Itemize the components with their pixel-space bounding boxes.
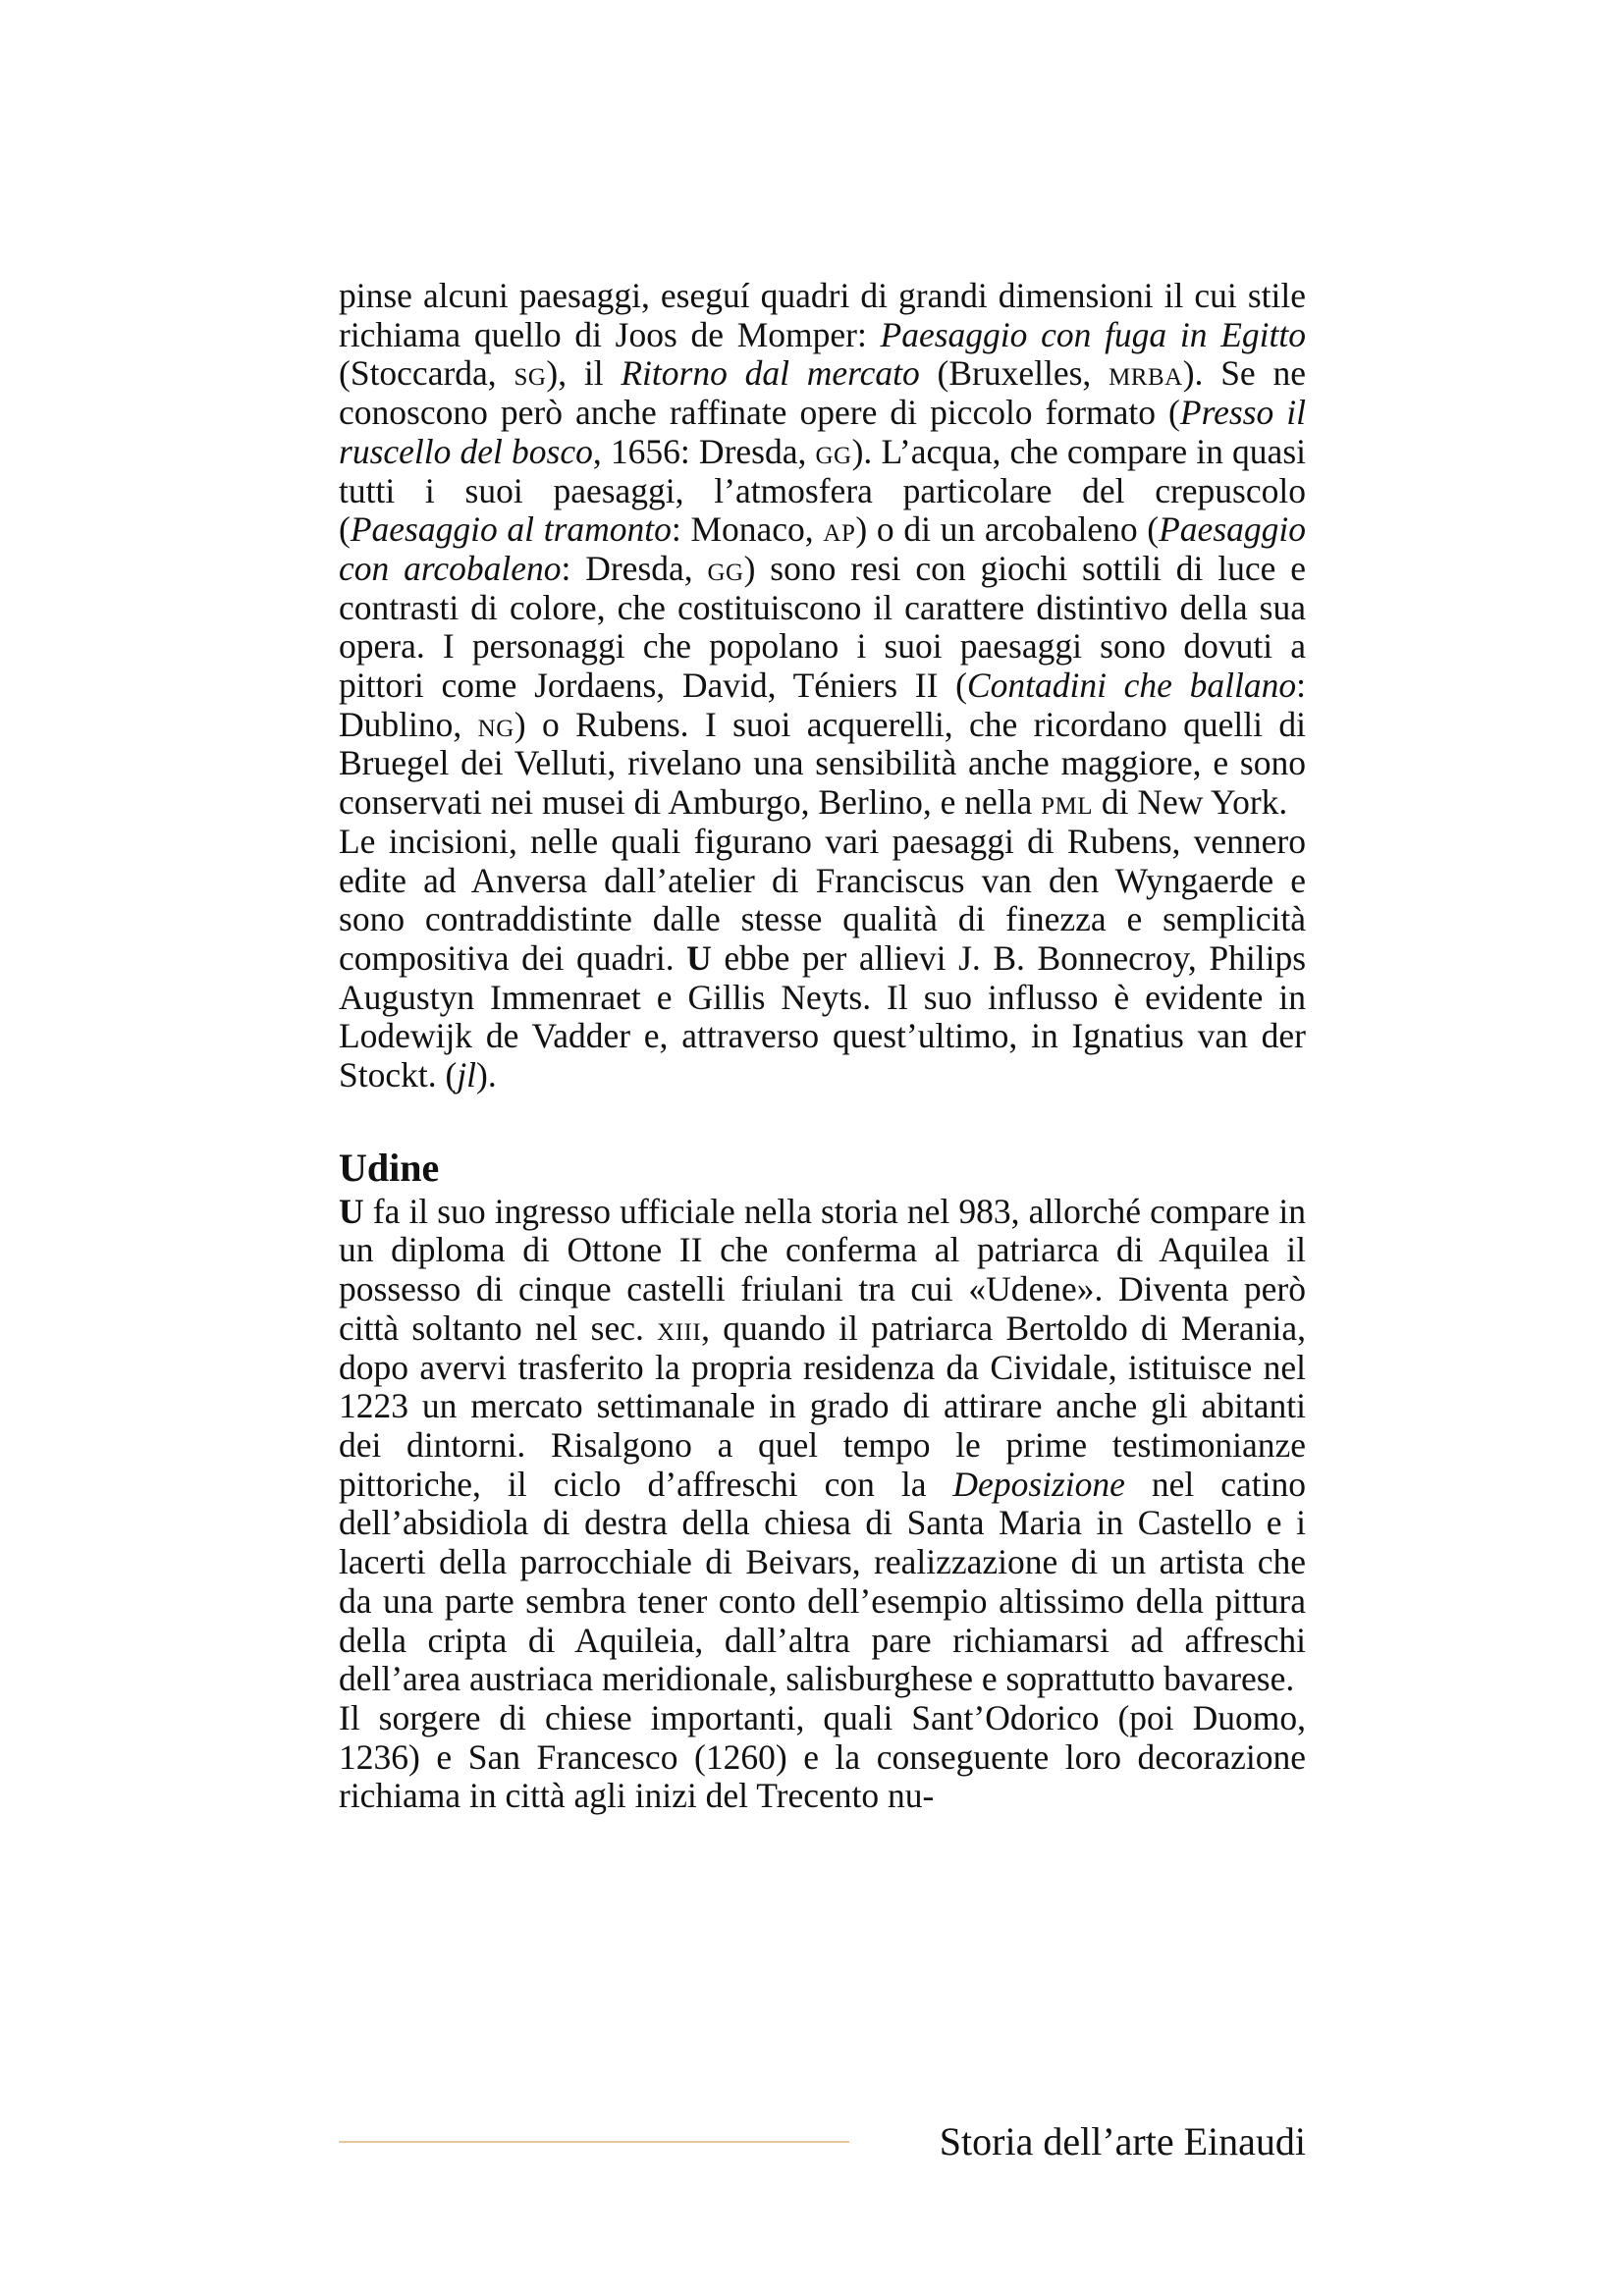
paragraph (339, 277, 1306, 823)
italic-text: Presso il ruscello del bosco (339, 393, 1306, 471)
text-run: nel catino dell’absidiola di destra della chiesa di Santa Maria in Castello e i lacerti della parrocchiale di Beivars, realizzazione di un artista che da una parte sembra tener conto dell’esempio altissimo della pittura della cripta di Aquileia, dall’altra pare richiamarsi ad affreschi dell’area austriaca meridionale, salisburghese e soprattutto bavarese. (339, 1464, 1306, 1699)
italic-text: Paesaggio con arcobaleno (339, 509, 1306, 588)
small-caps-text: ng (477, 704, 514, 744)
text-run: : Dresda, (561, 548, 708, 588)
text-run: ). (476, 1055, 497, 1095)
entry-heading: Udine (339, 1145, 440, 1190)
text-run: : Dublino, (339, 666, 1306, 744)
bold-text: U (686, 937, 712, 978)
italic-text: Contadini che ballano (966, 666, 1297, 706)
italic-text: Paesaggio al tramonto (350, 509, 672, 550)
text-run: Il sorgere di chiese importanti, quali Sant’Odorico (poi Duomo, 1236) e San Francesco (1260) e la conseguente loro decorazione richiama in città agli inizi del Trecento nu- (339, 1697, 1306, 1816)
text-run: ). Se ne conoscono però anche raffinate opere di piccolo formato ( (339, 353, 1306, 433)
previous-entry-continuation (339, 277, 1306, 1095)
footer-title: Storia dell’arte Einaudi (939, 2119, 1306, 2163)
bold-text: U (339, 1191, 364, 1231)
text-run: ebbe per allievi J. B. Bonnecroy, Philips Augustyn Immenraet e Gillis Neyts. Il suo influsso è evidente in Lodewijk de Vadder e, attraverso quest’ultimo, in Ignatius van der Stockt. ( (339, 937, 1307, 1095)
text-run: , quando il patriarca Bertoldo di Merania, dopo avervi trasferito la propria residenza da Cividale, istituisce nel 1223 un mercato settimanale in grado di attirare anche gli abitanti dei dintorni. Risalgono a quel tempo le prime testimonianze pittoriche, il ciclo d’affreschi con la (339, 1308, 1306, 1504)
text-run: ) sono resi con giochi sottili di luce e contrasti di colore, che costituiscono il carattere distintivo della sua opera. I personaggi che popolano i suoi paesaggi sono dovuti a pittori come Jordaens, David, Téniers II ( (339, 548, 1306, 706)
text-run: ), il (546, 353, 622, 394)
text-run: Le incisioni, nelle quali figurano vari paesaggi di Rubens, vennero edite ad Anversa dall’atelier di Franciscus van den Wyngaerde e sono contraddistinte dalle stesse qualità di finezza e semplicità compositiva dei quadri. (339, 821, 1306, 978)
small-caps-text: gg (815, 431, 852, 471)
italic-text: Paesaggio con fuga in Egitto (880, 314, 1306, 354)
small-caps-text: mrba (1109, 353, 1183, 394)
italic-text: Deposizione (952, 1464, 1125, 1504)
paragraph (339, 1699, 1306, 1816)
text-run: (Stoccarda, (339, 353, 514, 394)
italic-text: Ritorno dal mercato (621, 353, 920, 394)
paragraph (339, 823, 1306, 1095)
italic-text: jl (457, 1055, 477, 1095)
small-caps-text: ap (823, 509, 856, 550)
entry-udine (339, 1147, 1306, 1816)
text-run: ). L’acqua, che compare in quasi tutti i suoi paesaggi, l’atmosfera particolare del crepuscolo ( (339, 431, 1306, 550)
text-run: (Bruxelles, (919, 353, 1109, 394)
text-run: : Monaco, (671, 509, 824, 550)
text-run: fa il suo ingresso ufficiale nella storia nel 983, allorché compare in un diploma di Ottone II che conferma al patriarca di Aquilea il possesso di cinque castelli friulani tra cui «Udene». Diventa però città soltanto nel sec. (339, 1191, 1306, 1348)
small-caps-text: gg (707, 548, 744, 588)
text-column (339, 277, 1306, 1816)
entry-body (339, 1193, 1306, 1816)
text-run: di New York. (1093, 782, 1288, 823)
paragraph (339, 1193, 1306, 1699)
text-run: pinse alcuni paesaggi, eseguí quadri di grandi dimensioni il cui stile richiama quello di Joos de Momper: (339, 276, 1306, 354)
text-run: ) o Rubens. I suoi acquerelli, che ricordano quelli di Bruegel dei Velluti, rivelano una sensibilità anche maggiore, e sono conservati nei musei di Amburgo, Berlino, e nella (339, 704, 1306, 823)
small-caps-text: xiii (657, 1308, 702, 1348)
text-run: , 1656: Dresda, (592, 431, 816, 471)
footer-rule (339, 2141, 849, 2143)
text-run: ) o di un arcobaleno ( (855, 509, 1160, 550)
small-caps-text: sg (514, 353, 547, 394)
small-caps-text: pml (1041, 782, 1094, 823)
